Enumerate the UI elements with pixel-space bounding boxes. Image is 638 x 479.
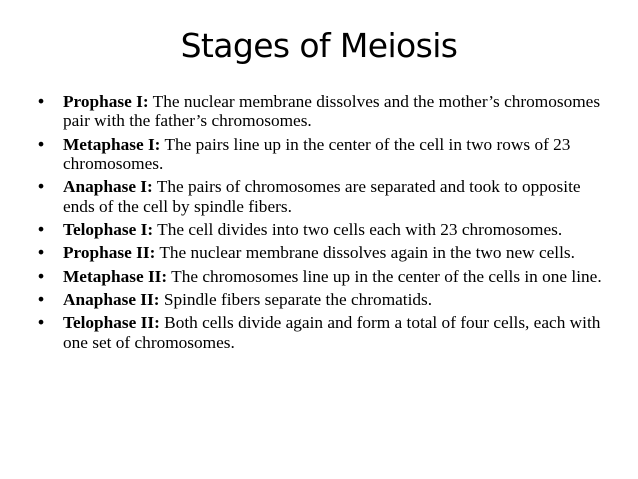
bullet-dot-icon: • bbox=[38, 312, 45, 333]
bullet-dot-icon: • bbox=[38, 133, 45, 154]
stage-term: Prophase I: bbox=[63, 92, 149, 111]
stage-term: Anaphase I: bbox=[63, 177, 153, 197]
stage-description: The pairs line up in the center of the cell in two rows of 23 chromosomes. bbox=[63, 134, 571, 174]
stage-term: Anaphase II: bbox=[63, 290, 160, 309]
slide-title: Stages of Meiosis bbox=[180, 26, 458, 65]
bullet-list bbox=[38, 92, 610, 356]
stage-term: Metaphase II: bbox=[63, 266, 168, 286]
stage-description: The pairs of chromosomes are separated and took to opposite ends of the cell by spindle fibers. bbox=[63, 177, 581, 216]
stage-description: Both cells divide again and form a total of four cells, each with one set of chromosomes. bbox=[63, 313, 601, 352]
stage-term: Metaphase I: bbox=[63, 134, 161, 154]
bullet-dot-icon: • bbox=[38, 289, 45, 309]
bullet-metaphase-1 bbox=[38, 135, 610, 174]
stage-description: The nuclear membrane dissolves and the mother’s chromosomes pair with the father’s chromosomes. bbox=[63, 92, 601, 131]
bullet-anaphase-1 bbox=[38, 177, 610, 216]
bullet-telophase-2 bbox=[38, 313, 610, 352]
bullet-dot-icon: • bbox=[38, 265, 45, 286]
bullet-metaphase-2 bbox=[38, 267, 610, 286]
stage-term: Telophase II: bbox=[63, 313, 160, 333]
stage-term: Prophase II: bbox=[63, 243, 156, 263]
bullet-telophase-1 bbox=[38, 220, 610, 239]
stage-term: Telophase I: bbox=[63, 220, 154, 240]
stage-description: The cell divides into two cells each with 23 chromosomes. bbox=[153, 220, 563, 240]
bullet-dot-icon: • bbox=[38, 242, 45, 263]
bullet-anaphase-2 bbox=[38, 290, 610, 309]
bullet-prophase-2 bbox=[38, 243, 610, 262]
stage-description: The chromosomes line up in the center of the cells in one line. bbox=[167, 266, 602, 286]
bullet-dot-icon: • bbox=[38, 91, 45, 111]
stage-description: The nuclear membrane dissolves again in the two new cells. bbox=[155, 243, 575, 263]
stage-description: Spindle fibers separate the chromatids. bbox=[159, 290, 433, 309]
bullet-dot-icon: • bbox=[38, 176, 45, 197]
bullet-dot-icon: • bbox=[38, 219, 45, 240]
bullet-prophase-1 bbox=[38, 92, 610, 131]
